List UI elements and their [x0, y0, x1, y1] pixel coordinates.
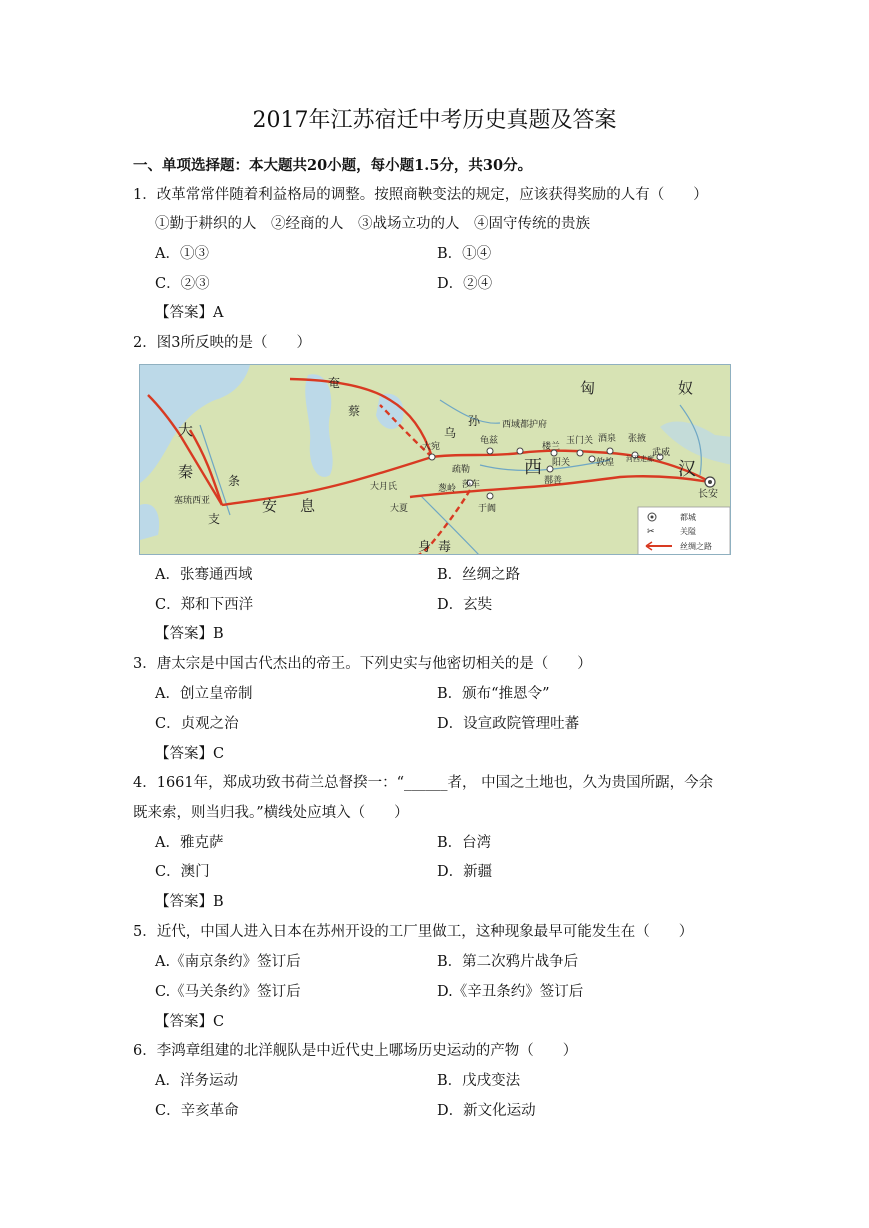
legend-silk-road: 丝绸之路 — [680, 542, 712, 551]
map-label-du: 毒 — [438, 540, 452, 555]
map-label-wu: 乌 — [444, 426, 457, 440]
q2-stem: 2．图3所反映的是（ ） — [133, 335, 311, 351]
q4-stem: 4．1661年，郑成功致书荷兰总督揆一：“______者， 中国之土地也，久为贵国所踞，今余 — [133, 775, 714, 791]
q1-answer: 【答案】A — [155, 305, 224, 321]
map-place-hexi: 河西走廊 — [626, 455, 654, 463]
map-label-sun: 孙 — [468, 414, 481, 428]
map-place-zhangye: 张掖 — [628, 434, 647, 444]
map-place-seleucia: 塞琉西亚 — [174, 496, 211, 506]
q5-option-c: C.《马关条约》签订后 — [155, 984, 301, 1000]
q5-option-a: A.《南京条约》签订后 — [155, 954, 301, 970]
map-place-jiuquan: 酒泉 — [598, 434, 617, 444]
q5-stem: 5．近代，中国人进入日本在苏州开设的工厂里做工，这种现象最早可能发生在（ ） — [133, 924, 694, 940]
q6-option-d: D．新文化运动 — [437, 1103, 536, 1119]
map-label-han: 汉 — [678, 459, 696, 480]
map-place-congling: 葱岭 — [438, 484, 457, 494]
map-place-shache: 莎车 — [462, 480, 481, 490]
section-heading: 一、单项选择题：本大题共20小题，每小题1.5分，共30分。 — [133, 157, 533, 174]
q1-option-c: C．②③ — [155, 276, 210, 292]
q1-option-a: A．①③ — [155, 246, 209, 262]
q3-stem: 3．唐太宗是中国古代杰出的帝王。下列史实与他密切相关的是（ ） — [133, 656, 592, 672]
q1-stem: 1．改革常常伴随着利益格局的调整。按照商鞅变法的规定，应该获得奖励的人有（ ） — [133, 187, 708, 203]
q4-option-b: B．台湾 — [437, 835, 492, 851]
map-place-dunhuang: 敦煌 — [596, 458, 615, 468]
map-label-zhi: 支 — [208, 512, 221, 526]
q6-option-b: B．戊戌变法 — [437, 1073, 521, 1089]
map-label-xiong: 匈 — [580, 379, 596, 397]
q4-option-a: A．雅克萨 — [155, 835, 224, 851]
map-label-yan: 奄 — [328, 376, 341, 390]
q2-answer: 【答案】B — [155, 626, 224, 642]
page-title: 2017年江苏宿迁中考历史真题及答案 — [252, 108, 617, 133]
map-place-shanshan: 鄯善 — [544, 476, 563, 486]
q1-option-d: D．②④ — [437, 276, 493, 292]
q3-option-a: A．创立皇帝制 — [155, 686, 253, 702]
q3-option-c: C．贞观之治 — [155, 716, 239, 732]
map-label-nu: 奴 — [678, 379, 694, 397]
q1-items: ①勤于耕织的人 ②经商的人 ③战场立功的人 ④固守传统的贵族 — [155, 216, 590, 232]
map-place-changan: 长安 — [698, 489, 718, 500]
map-place-qiuci: 龟兹 — [480, 436, 499, 446]
q2-option-a: A．张骞通西域 — [155, 567, 253, 583]
q2-option-b: B．丝绸之路 — [437, 567, 521, 583]
map-label-da: 大 — [178, 421, 194, 439]
q6-option-a: A．洋务运动 — [155, 1073, 238, 1089]
legend-pass: 关隘 — [680, 527, 696, 536]
q5-option-d: D.《辛丑条约》签订后 — [437, 984, 584, 1000]
map-place-duhufu: 西域都护府 — [502, 420, 548, 430]
map-place-yumenguan: 玉门关 — [566, 436, 594, 446]
q4-stem-continued: 既来索，则当归我。”横线处应填入（ ） — [133, 805, 409, 821]
map-place-yutian: 于阗 — [478, 504, 497, 514]
map-label-qin: 秦 — [178, 463, 194, 481]
map-place-dawan: 大宛 — [422, 442, 441, 452]
map-label-xi: 西 — [524, 457, 542, 478]
map-place-wuwei: 武威 — [652, 448, 671, 458]
legend-capital: 都城 — [680, 513, 696, 522]
map-place-daxia: 大夏 — [390, 504, 409, 514]
q4-option-c: C．澳门 — [155, 864, 210, 880]
q3-answer: 【答案】C — [155, 746, 225, 762]
q1-option-b: B．①④ — [437, 246, 492, 262]
q3-option-b: B．颁布“推恩令” — [437, 686, 550, 702]
q5-answer: 【答案】C — [155, 1014, 225, 1030]
q3-option-d: D．设宣政院管理吐蕃 — [437, 716, 580, 732]
q2-option-c: C．郑和下西洋 — [155, 597, 254, 613]
q6-option-c: C．辛亥革命 — [155, 1103, 239, 1119]
q4-answer: 【答案】B — [155, 894, 224, 910]
map-place-dayuezhi: 大月氏 — [370, 482, 398, 492]
map-place-yangguan: 阳关 — [552, 458, 571, 468]
map-place-loulan: 楼兰 — [542, 442, 561, 452]
map-place-shule: 疏勒 — [452, 465, 471, 475]
q5-option-b: B．第二次鸦片战争后 — [437, 954, 579, 970]
map-label-cai: 蔡 — [348, 404, 361, 418]
map-label-shen: 身 — [418, 540, 432, 555]
q6-stem: 6．李鸿章组建的北洋舰队是中近代史上哪场历史运动的产物（ ） — [133, 1043, 578, 1059]
q2-option-d: D．玄奘 — [437, 597, 493, 613]
q4-option-d: D．新疆 — [437, 864, 493, 880]
silk-road-map — [139, 364, 731, 555]
map-legend — [638, 507, 730, 555]
map-label-an: 安 — [262, 497, 278, 515]
legend-pass-icon: ✂ — [647, 527, 655, 537]
map-label-tiao: 条 — [228, 474, 241, 488]
map-label-xi-rest: 息 — [300, 497, 316, 515]
